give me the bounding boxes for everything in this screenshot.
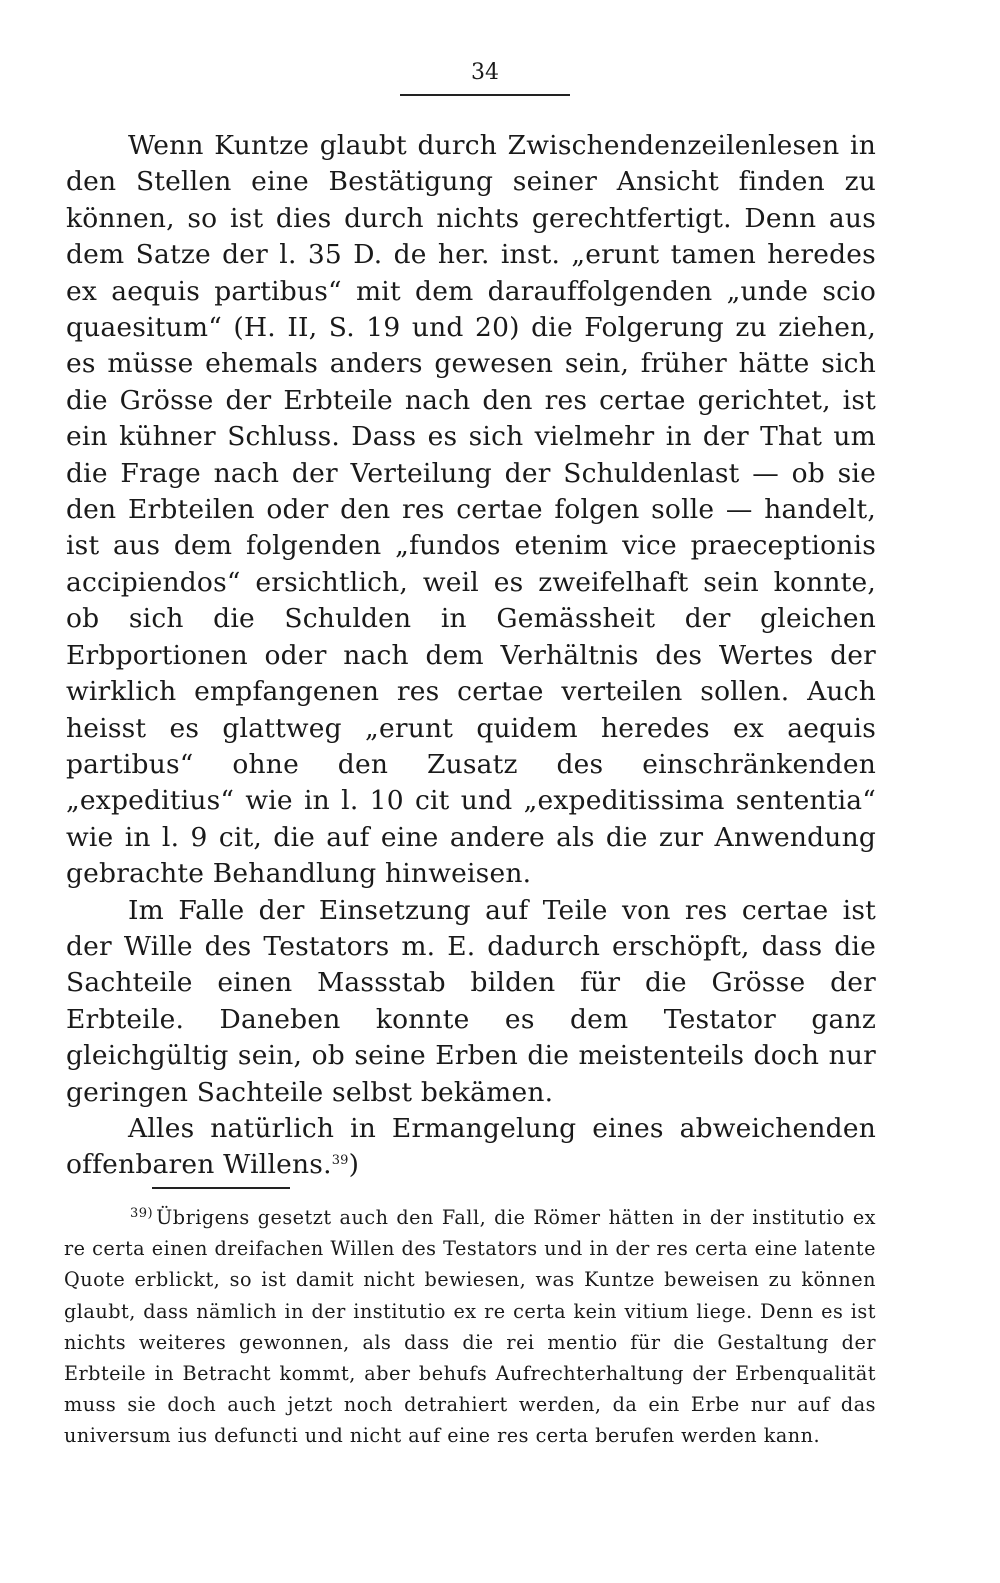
paragraph-2: Im Falle der Einsetzung auf Teile von res certae ist der Wille des Testators m. E. dadurch erschöpft, dass die Sachteile einen Massstab bilden für die Grösse der Erbteile. Daneben konnte es dem Testator ganz gleichgültig sein, ob seine Erben die meistenteils doch nur geringen Sachteile selbst bekämen. [66,894,876,1108]
paragraph-3-text: Alles natürlich in Ermangelung eines abweichenden offenbaren Willens. [66,1112,876,1181]
header-rule [400,94,570,96]
main-text [66,128,876,1184]
footnote-text: Übrigens gesetzt auch den Fall, die Römer hätten in der institutio ex re certa einen dreifachen Willen des Testators und in der res certa eine latente Quote erblickt, so ist damit nicht bewiesen, was Kuntze beweisen zu können glaubt, dass nämlich in der institutio ex re certa kein vitium liege. Denn es ist nichts weiteres gewonnen, als dass die rei mentio für die Gestaltung der Erbteile in Betracht kommt, aber behufs Aufrechterhaltung der Erbenqualität muss sie doch auch jetzt noch detrahiert werden, da ein Erbe nur auf das universum ius defuncti und nicht auf eine res certa berufen werden kann. [64,1206,876,1448]
footnote-39 [64,1202,876,1452]
footnote-marker: 39) [130,1206,154,1221]
paragraph-3-closing: ) [348,1149,360,1181]
page-number: 34 [471,60,499,85]
paragraph-1: Wenn Kuntze glaubt durch Zwischendenzeilenlesen in den Stellen eine Bestätigung seiner Ansicht finden zu können, so ist dies durch nichts gerechtfertigt. Denn aus dem Satze der l. 35 D. de her. inst. „erunt tamen heredes ex aequis partibus“ mit dem darauffolgenden „unde scio quaesitum“ (H. II, S. 19 und 20) die Folgerung zu ziehen, es müsse ehemals anders gewesen sein, früher hätte sich die Grösse der Erbteile nach den res certae gerichtet, ist ein kühner Schluss. Dass es sich vielmehr in der That um die Frage nach der Verteilung der Schuldenlast — ob sie den Erbteilen oder den res certae folgen solle — handelt, ist aus dem folgenden „fundos etenim vice praeceptionis accipiendos“ ersichtlich, weil es zweifelhaft sein konnte, ob sich die Schulden in Gemässheit der gleichen Erbportionen oder nach dem Verhältnis des Wertes der wirklich empfangenen res certae verteilen sollen. Auch heisst es glattweg „erunt quidem heredes ex aequis partibus“ ohne den Zusatz des einschränkenden „expeditius“ wie in l. 10 cit und „expeditissima sententia“ wie in l. 9 cit, die auf eine andere als die zur Anwendung gebrachte Behandlung hinweisen. [66,130,876,890]
paragraph-3 [66,1111,876,1184]
footnote-reference[interactable]: 39 [331,1153,349,1169]
footnote-rule [152,1187,290,1189]
